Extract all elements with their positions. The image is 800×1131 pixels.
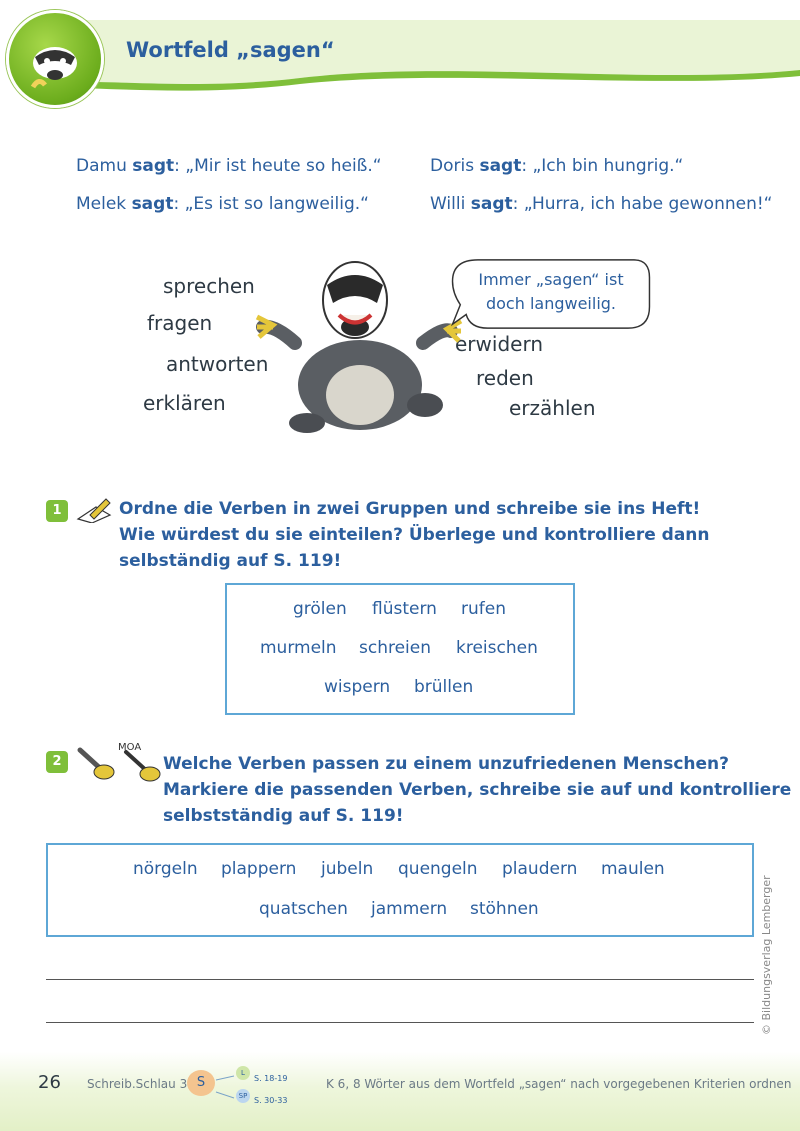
copyright-notice: © Bildungsverlag Lemberger [760,875,773,1035]
word-erwidern: erwidern [455,332,543,356]
task-2-number: 2 [46,751,68,773]
task-2-verb-box [46,843,754,937]
task-1-number: 1 [46,500,68,522]
verb-sagt: sagt [470,194,513,214]
writing-line-2 [46,1022,754,1023]
quote: : „Es ist so langweilig.“ [173,194,369,214]
sentence-willi [430,194,772,214]
verb-quengeln: quengeln [398,859,478,879]
task-2-instructions [163,751,791,829]
verb-bruellen: brüllen [414,677,474,697]
pencil-notebook-icon [76,497,114,523]
sentence-melek [76,194,369,214]
verb-sagt: sagt [479,156,522,176]
quote: : „Mir ist heute so heiß.“ [174,156,382,176]
verb-groelen: grölen [293,599,347,619]
verb-murmeln: murmeln [260,638,337,658]
page-number: 26 [38,1072,61,1093]
word-fragen: fragen [147,311,213,335]
task-2-line-3: selbstständig auf S. 119! [163,806,404,826]
verb-maulen: maulen [601,859,665,879]
badger-logo [6,10,104,108]
sentence-damu [76,156,382,176]
verb-wispern: wispern [324,677,391,697]
verb-jubeln: jubeln [321,859,374,879]
word-antworten: antworten [166,352,269,376]
verb-schreien: schreien [359,638,432,658]
quote: : „Ich bin hungrig.“ [521,156,684,176]
header-wave [0,0,800,100]
header-band [0,0,800,100]
word-erzaehlen: erzählen [509,396,596,420]
task-1-instructions [119,496,710,574]
verb-sagt: sagt [131,194,174,214]
speaker-name: Doris [430,156,475,176]
word-erklaeren: erklären [143,391,226,415]
speech-bubble-text [446,268,656,316]
verb-noergeln: nörgeln [133,859,198,879]
s-badge: S [187,1070,215,1096]
bubble-line-2: doch langweilig. [485,294,617,313]
speaker-name: Damu [76,156,127,176]
task-2-line-2: Markiere die passenden Verben, schreibe sie auf und kontrolliere [163,780,792,800]
sp-badge: SP [236,1089,250,1103]
hand-pen-icon [120,748,162,782]
verb-quatschen: quatschen [259,899,348,919]
word-reden: reden [476,366,534,390]
competence-note: K 6, 8 Wörter aus dem Wortfeld „sagen“ nach vorgegebenen Kriterien ordnen [326,1077,792,1091]
verb-plaudern: plaudern [502,859,578,879]
word-sprechen: sprechen [163,274,255,298]
hand-marker-icon [76,746,118,780]
l-badge: L [236,1066,250,1080]
l-reference: S. 18-19 [254,1074,288,1083]
verb-stoehnen: stöhnen [470,899,539,919]
badger-icon [9,13,101,105]
task-1-line-3: selbständig auf S. 119! [119,551,342,571]
page-title: Wortfeld „sagen“ [126,38,335,62]
verb-kreischen: kreischen [456,638,538,658]
task-1-line-2: Wie würdest du sie einteilen? Überlege und kontrolliere dann [119,525,710,545]
badger-illustration [255,255,465,435]
verb-sagt: sagt [132,156,175,176]
verb-jammern: jammern [371,899,448,919]
task-2-line-1: Welche Verben passen zu einem unzufriedenen Menschen? [163,754,729,774]
book-title: Schreib.Schlau 3 [87,1077,188,1091]
quote: : „Hurra, ich habe gewonnen!“ [512,194,773,214]
sentence-doris [430,156,683,176]
task-1-line-1: Ordne die Verben in zwei Gruppen und schreibe sie ins Heft! [119,499,701,519]
moa-label: MOA [118,742,142,753]
speaker-name: Melek [76,194,127,214]
verb-plappern: plappern [221,859,297,879]
speaker-name: Willi [430,194,466,214]
verb-fluestern: flüstern [372,599,437,619]
footer-band [0,1052,800,1131]
verb-rufen: rufen [461,599,506,619]
bubble-line-1: Immer „sagen“ ist [478,270,624,289]
writing-line-1 [46,979,754,980]
sp-reference: S. 30-33 [254,1096,288,1105]
